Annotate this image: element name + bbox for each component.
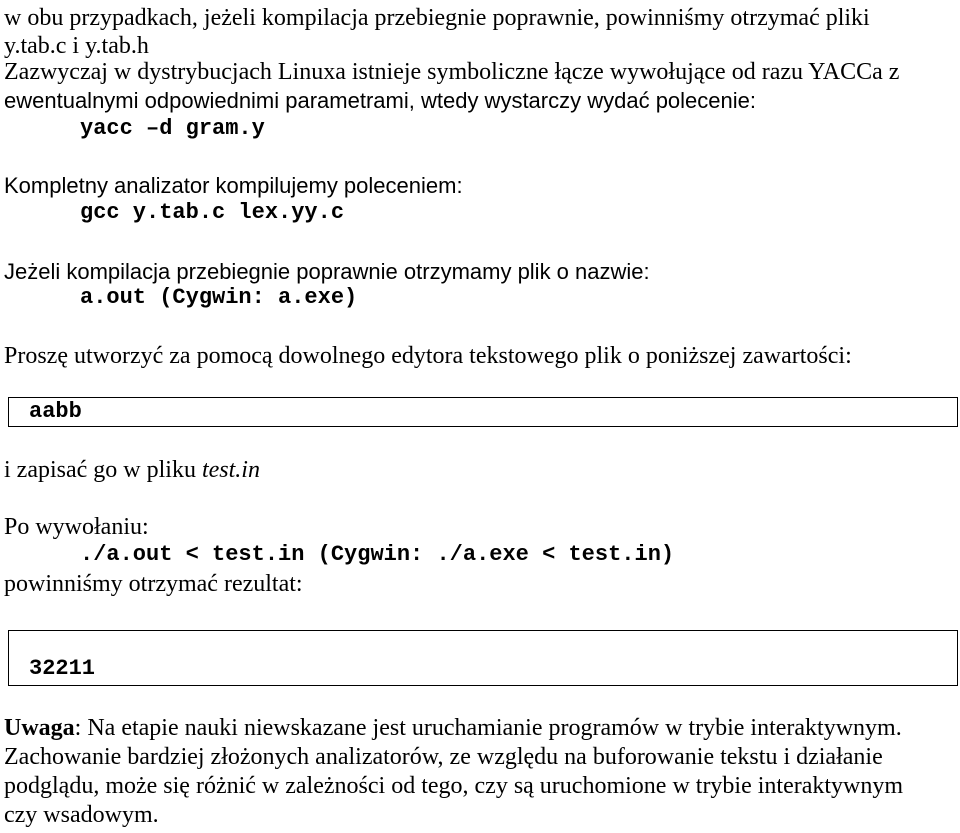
intro-line-1: w obu przypadkach, jeżeli kompilacja przebiegnie poprawnie, powinniśmy otrzymać pliki <box>4 5 870 31</box>
file-content-box <box>8 397 958 427</box>
note-line-3: podglądu, może się różnić w zależności od tego, czy są uruchomione w trybie interaktywnym <box>4 773 904 799</box>
compile-command: gcc y.tab.c lex.yy.c <box>80 200 345 225</box>
yacc-text-line-2: ewentualnymi odpowiednimi parametrami, wtedy wystarczy wydać polecenie: <box>4 88 756 113</box>
intro-line-2: y.tab.c i y.tab.h <box>4 33 149 59</box>
result-command: a.out (Cygwin: a.exe) <box>80 285 358 310</box>
result-label: powinniśmy otrzymać rezultat: <box>4 571 303 597</box>
result-text: Jeżeli kompilacja przebiegnie poprawnie otrzymamy plik o nazwie: <box>4 259 650 284</box>
yacc-text-line-1: Zazwyczaj w dystrybucjach Linuxa istnieje symboliczne łącze wywołujące od razu YACCa z <box>4 59 900 85</box>
save-filename: test.in <box>201 457 260 483</box>
note-line-1 <box>4 714 902 742</box>
run-command: ./a.out < test.in (Cygwin: ./a.exe < test.in) <box>80 542 675 567</box>
output-box <box>8 630 958 686</box>
note-line-4: czy wsadowym. <box>4 802 159 828</box>
note-label: Uwaga <box>4 715 75 741</box>
note-line-1-rest: : Na etapie nauki niewskazane jest uruchamianie programów w trybie interaktywnym. <box>74 715 902 741</box>
save-instruction <box>4 456 260 484</box>
yacc-command: yacc –d gram.y <box>80 116 265 141</box>
compile-text: Kompletny analizator kompilujemy poleceniem: <box>4 173 463 198</box>
run-label: Po wywołaniu: <box>4 514 149 540</box>
save-text-prefix: i zapisać go w pliku <box>4 457 202 483</box>
file-instruction-text: Proszę utworzyć za pomocą dowolnego edytora tekstowego plik o poniższej zawartości: <box>4 343 852 369</box>
output-value: 32211 <box>29 656 96 681</box>
file-content: aabb <box>29 399 82 424</box>
note-line-2: Zachowanie bardziej złożonych analizatorów, ze względu na buforowanie tekstu i działanie <box>4 744 883 770</box>
